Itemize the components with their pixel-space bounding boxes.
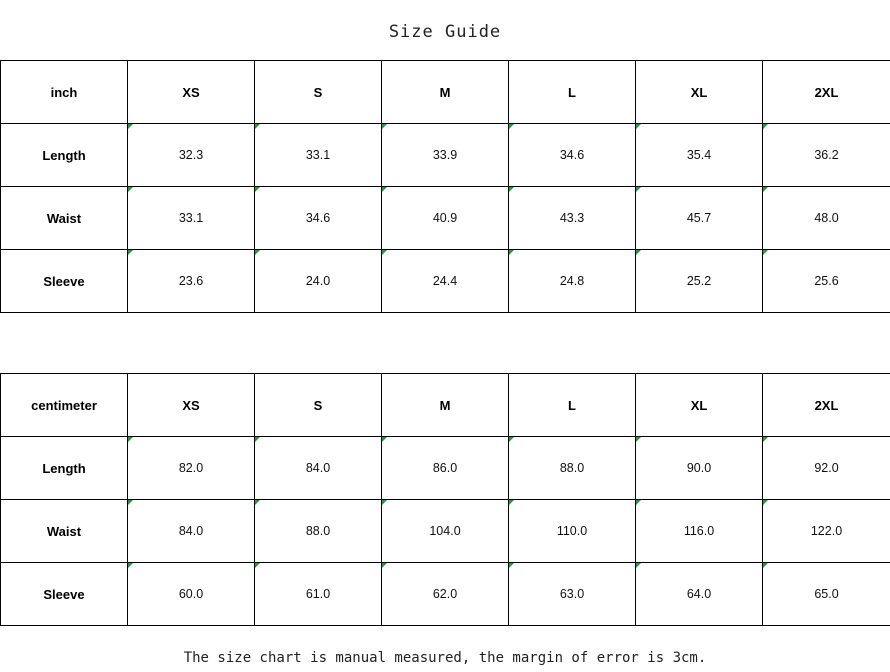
cell-inch-sleeve-xl: 25.2 <box>636 250 763 313</box>
cell-cm-sleeve-xl: 64.0 <box>636 563 763 626</box>
cell-inch-sleeve-l: 24.8 <box>509 250 636 313</box>
cell-cm-sleeve-m: 62.0 <box>382 563 509 626</box>
column-header-2xl: 2XL <box>763 61 890 124</box>
column-header-xs: XS <box>128 374 255 437</box>
row-header-waist: Waist <box>1 187 128 250</box>
cell-inch-length-l: 34.6 <box>509 124 636 187</box>
cell-inch-length-s: 33.1 <box>255 124 382 187</box>
column-header-m: M <box>382 61 509 124</box>
footer-note: The size chart is manual measured, the margin of error is 3cm. <box>183 650 707 666</box>
cell-cm-length-xs: 82.0 <box>128 437 255 500</box>
row-header-waist: Waist <box>1 500 128 563</box>
cell-inch-waist-l: 43.3 <box>509 187 636 250</box>
unit-label-centimeter: centimeter <box>1 374 128 437</box>
table-header-row <box>1 374 890 437</box>
cell-cm-length-2xl: 92.0 <box>763 437 890 500</box>
page-title: Size Guide <box>388 22 502 42</box>
column-header-l: L <box>509 374 636 437</box>
table-row <box>1 437 890 500</box>
cell-inch-length-2xl: 36.2 <box>763 124 890 187</box>
cell-inch-waist-xl: 45.7 <box>636 187 763 250</box>
table-row <box>1 187 890 250</box>
cell-cm-length-xl: 90.0 <box>636 437 763 500</box>
table-row <box>1 563 890 626</box>
row-header-sleeve: Sleeve <box>1 250 128 313</box>
cell-cm-waist-l: 110.0 <box>509 500 636 563</box>
cell-inch-sleeve-xs: 23.6 <box>128 250 255 313</box>
cell-cm-waist-m: 104.0 <box>382 500 509 563</box>
cell-cm-waist-2xl: 122.0 <box>763 500 890 563</box>
table-row <box>1 250 890 313</box>
row-header-length: Length <box>1 124 128 187</box>
cell-inch-waist-s: 34.6 <box>255 187 382 250</box>
column-header-xs: XS <box>128 61 255 124</box>
table-header-row <box>1 61 890 124</box>
cell-inch-waist-m: 40.9 <box>382 187 509 250</box>
table-spacer <box>0 313 890 373</box>
row-header-length: Length <box>1 437 128 500</box>
cell-cm-length-s: 84.0 <box>255 437 382 500</box>
table-row <box>1 124 890 187</box>
column-header-m: M <box>382 374 509 437</box>
row-header-sleeve: Sleeve <box>1 563 128 626</box>
cell-cm-waist-s: 88.0 <box>255 500 382 563</box>
column-header-xl: XL <box>636 374 763 437</box>
cell-inch-length-xs: 32.3 <box>128 124 255 187</box>
cell-cm-sleeve-2xl: 65.0 <box>763 563 890 626</box>
cell-cm-waist-xs: 84.0 <box>128 500 255 563</box>
column-header-xl: XL <box>636 61 763 124</box>
size-table-inch <box>0 60 890 313</box>
column-header-2xl: 2XL <box>763 374 890 437</box>
cell-cm-sleeve-l: 63.0 <box>509 563 636 626</box>
cell-inch-length-xl: 35.4 <box>636 124 763 187</box>
cell-cm-length-m: 86.0 <box>382 437 509 500</box>
cell-inch-sleeve-m: 24.4 <box>382 250 509 313</box>
column-header-l: L <box>509 61 636 124</box>
cell-inch-waist-2xl: 48.0 <box>763 187 890 250</box>
cell-cm-sleeve-s: 61.0 <box>255 563 382 626</box>
unit-label-inch: inch <box>1 61 128 124</box>
cell-inch-waist-xs: 33.1 <box>128 187 255 250</box>
cell-cm-length-l: 88.0 <box>509 437 636 500</box>
table-row <box>1 500 890 563</box>
column-header-s: S <box>255 61 382 124</box>
cell-cm-sleeve-xs: 60.0 <box>128 563 255 626</box>
cell-inch-sleeve-2xl: 25.6 <box>763 250 890 313</box>
cell-inch-length-m: 33.9 <box>382 124 509 187</box>
size-table-centimeter <box>0 373 890 626</box>
cell-inch-sleeve-s: 24.0 <box>255 250 382 313</box>
column-header-s: S <box>255 374 382 437</box>
cell-cm-waist-xl: 116.0 <box>636 500 763 563</box>
